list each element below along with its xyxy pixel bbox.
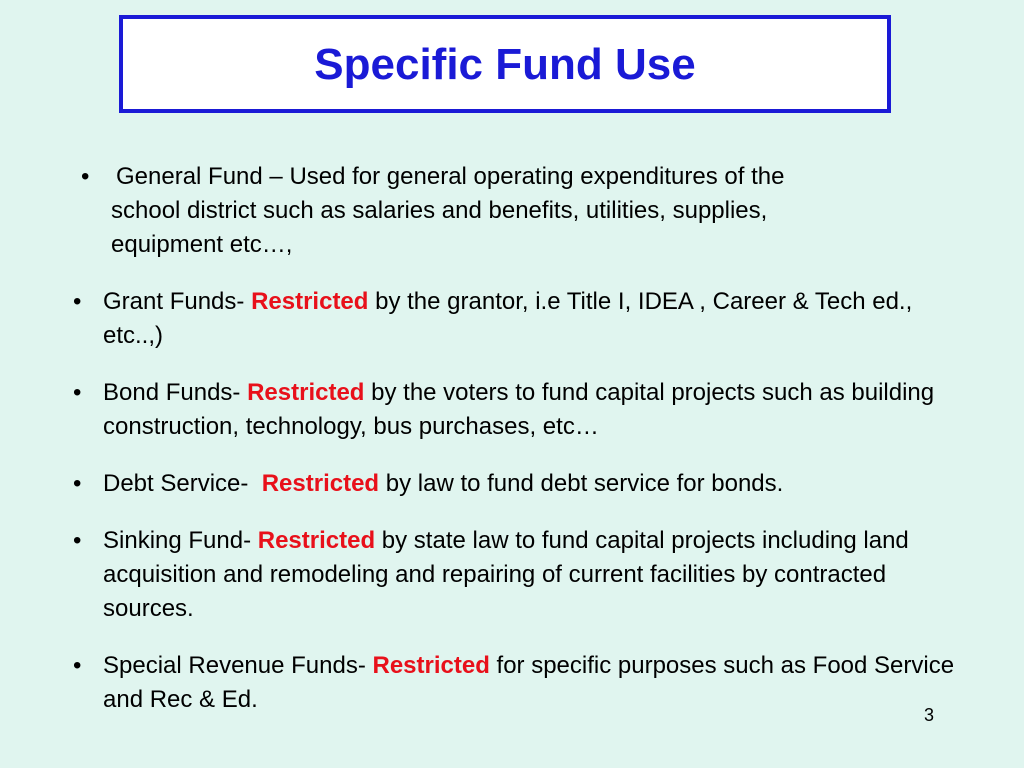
bullet-debt-service (73, 467, 963, 501)
restricted-label: Restricted (247, 379, 365, 406)
restricted-label: Restricted (372, 652, 490, 679)
bullet-suffix: by law to fund debt service for bonds. (379, 470, 784, 497)
bullet-text (73, 649, 963, 717)
bullet-dot: • (73, 288, 82, 315)
bullet-bond-funds (73, 376, 963, 444)
slide-title: Specific Fund Use (314, 40, 696, 89)
bullet-text (73, 285, 963, 353)
bullet-suffix: by the grantor, i.e Title I, IDEA , Career & Tech ed., etc..,) (103, 288, 913, 349)
bullet-prefix: Bond Funds- (103, 379, 248, 406)
restricted-label: Restricted (257, 527, 376, 554)
title-box (119, 15, 891, 113)
bullet-dot: • (81, 163, 90, 190)
bullet-list (73, 160, 963, 717)
bullet-line: school district such as salaries and benefits, utilities, supplies, (111, 197, 768, 224)
bullet-suffix: by the voters to fund capital projects such as building construction, technology, bus purchases, etc… (103, 379, 935, 440)
bullet-line: equipment etc…, (111, 231, 293, 258)
bullet-sinking-fund (73, 524, 963, 626)
bullet-text (73, 524, 963, 626)
bullet-text (73, 467, 963, 501)
bullet-prefix: Debt Service- (103, 470, 262, 497)
bullet-text (81, 160, 963, 262)
bullet-grant-funds (73, 285, 963, 353)
bullet-suffix: by state law to fund capital projects including land acquisition and remodeling and repairing of current facilities by contracted sources. (103, 527, 909, 622)
bullet-prefix: Grant Funds- (103, 288, 252, 315)
page-number: 3 (924, 705, 935, 725)
bullet-suffix: for specific purposes such as Food Service and Rec & Ed. (103, 652, 955, 713)
bullet-prefix: Special Revenue Funds- (103, 652, 373, 679)
bullet-dot: • (73, 527, 82, 554)
bullet-dot: • (73, 470, 82, 497)
bullet-special-revenue (73, 649, 963, 717)
bullet-text (73, 376, 963, 444)
restricted-label: Restricted (261, 470, 380, 497)
bullet-line: General Fund – Used for general operating expenditures of the (116, 163, 785, 190)
restricted-label: Restricted (251, 288, 369, 315)
bullet-prefix: Sinking Fund- (103, 527, 258, 554)
bullet-dot: • (73, 379, 82, 406)
bullet-dot: • (73, 652, 82, 679)
bullet-general-fund (81, 160, 963, 262)
